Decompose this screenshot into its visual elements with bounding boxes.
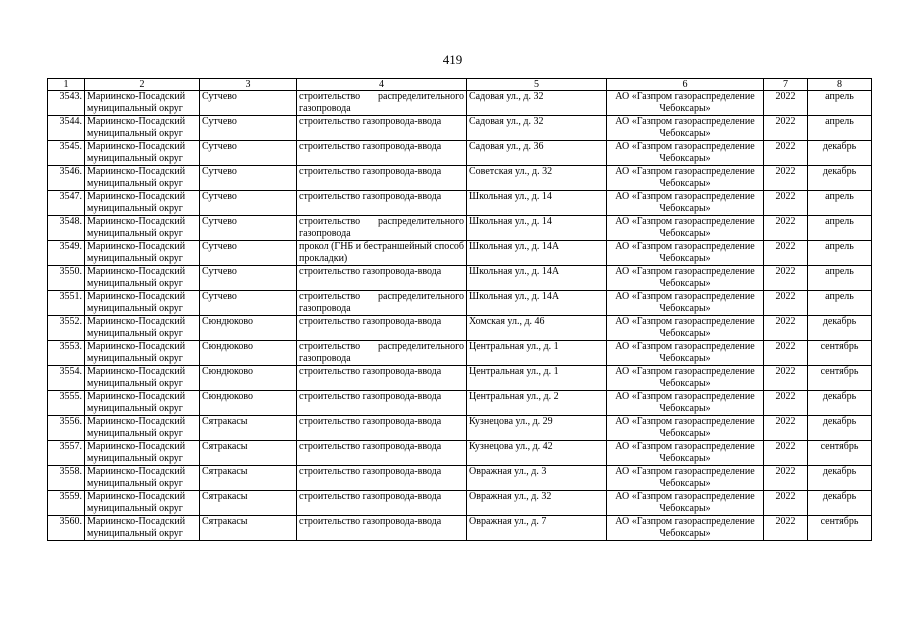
work-type-cell: строительство распределительного газопровода — [297, 91, 467, 116]
address-cell: Овражная ул., д. 7 — [467, 516, 607, 541]
work-type-cell: прокол (ГНБ и бестраншейный способ прокладки) — [297, 241, 467, 266]
district-cell: Мариинско-Посадский муниципальный округ — [85, 266, 200, 291]
year-cell: 2022 — [764, 516, 808, 541]
gasification-table — [47, 78, 872, 541]
month-cell: декабрь — [808, 416, 872, 441]
work-type-cell: строительство газопровода-ввода — [297, 441, 467, 466]
row-number-cell: 3557. — [48, 441, 85, 466]
district-cell: Мариинско-Посадский муниципальный округ — [85, 116, 200, 141]
column-header: 5 — [467, 79, 607, 91]
year-cell: 2022 — [764, 341, 808, 366]
month-cell: декабрь — [808, 316, 872, 341]
organization-cell: АО «Газпром газораспределение Чебоксары» — [607, 316, 764, 341]
settlement-cell: Сятракасы — [200, 441, 297, 466]
month-cell: апрель — [808, 216, 872, 241]
year-cell: 2022 — [764, 141, 808, 166]
district-cell: Мариинско-Посадский муниципальный округ — [85, 316, 200, 341]
month-cell: апрель — [808, 116, 872, 141]
organization-cell: АО «Газпром газораспределение Чебоксары» — [607, 116, 764, 141]
year-cell: 2022 — [764, 216, 808, 241]
address-cell: Кузнецова ул., д. 29 — [467, 416, 607, 441]
year-cell: 2022 — [764, 166, 808, 191]
year-cell: 2022 — [764, 191, 808, 216]
row-number-cell: 3553. — [48, 341, 85, 366]
table-row — [48, 416, 872, 441]
year-cell: 2022 — [764, 91, 808, 116]
work-type-cell: строительство газопровода-ввода — [297, 416, 467, 441]
year-cell: 2022 — [764, 241, 808, 266]
settlement-cell: Сутчево — [200, 191, 297, 216]
row-number-cell: 3544. — [48, 116, 85, 141]
month-cell: апрель — [808, 266, 872, 291]
district-cell: Мариинско-Посадский муниципальный округ — [85, 391, 200, 416]
year-cell: 2022 — [764, 441, 808, 466]
organization-cell: АО «Газпром газораспределение Чебоксары» — [607, 441, 764, 466]
year-cell: 2022 — [764, 316, 808, 341]
work-type-cell: строительство газопровода-ввода — [297, 191, 467, 216]
district-cell: Мариинско-Посадский муниципальный округ — [85, 291, 200, 316]
table-row — [48, 316, 872, 341]
row-number-cell: 3554. — [48, 366, 85, 391]
address-cell: Садовая ул., д. 32 — [467, 91, 607, 116]
month-cell: декабрь — [808, 141, 872, 166]
table-row — [48, 491, 872, 516]
district-cell: Мариинско-Посадский муниципальный округ — [85, 366, 200, 391]
column-header: 8 — [808, 79, 872, 91]
district-cell: Мариинско-Посадский муниципальный округ — [85, 191, 200, 216]
table-row — [48, 191, 872, 216]
address-cell: Садовая ул., д. 36 — [467, 141, 607, 166]
settlement-cell: Сутчево — [200, 166, 297, 191]
work-type-cell: строительство газопровода-ввода — [297, 516, 467, 541]
row-number-cell: 3556. — [48, 416, 85, 441]
settlement-cell: Сутчево — [200, 216, 297, 241]
work-type-cell: строительство газопровода-ввода — [297, 316, 467, 341]
table-row — [48, 241, 872, 266]
month-cell: декабрь — [808, 491, 872, 516]
work-type-cell: строительство распределительного газопровода — [297, 341, 467, 366]
address-cell: Школьная ул., д. 14 — [467, 216, 607, 241]
year-cell: 2022 — [764, 266, 808, 291]
district-cell: Мариинско-Посадский муниципальный округ — [85, 341, 200, 366]
work-type-cell: строительство газопровода-ввода — [297, 116, 467, 141]
year-cell: 2022 — [764, 366, 808, 391]
work-type-cell: строительство газопровода-ввода — [297, 491, 467, 516]
month-cell: декабрь — [808, 166, 872, 191]
table-row — [48, 441, 872, 466]
row-number-cell: 3547. — [48, 191, 85, 216]
address-cell: Школьная ул., д. 14А — [467, 241, 607, 266]
work-type-cell: строительство распределительного газопровода — [297, 216, 467, 241]
table-row — [48, 366, 872, 391]
row-number-cell: 3552. — [48, 316, 85, 341]
organization-cell: АО «Газпром газораспределение Чебоксары» — [607, 391, 764, 416]
address-cell: Школьная ул., д. 14 — [467, 191, 607, 216]
page-number: 419 — [442, 52, 463, 67]
organization-cell: АО «Газпром газораспределение Чебоксары» — [607, 291, 764, 316]
work-type-cell: строительство газопровода-ввода — [297, 466, 467, 491]
organization-cell: АО «Газпром газораспределение Чебоксары» — [607, 466, 764, 491]
work-type-cell: строительство распределительного газопровода — [297, 291, 467, 316]
table-row — [48, 166, 872, 191]
settlement-cell: Сятракасы — [200, 516, 297, 541]
address-cell: Овражная ул., д. 32 — [467, 491, 607, 516]
organization-cell: АО «Газпром газораспределение Чебоксары» — [607, 141, 764, 166]
work-type-cell: строительство газопровода-ввода — [297, 166, 467, 191]
month-cell: сентябрь — [808, 341, 872, 366]
row-number-cell: 3558. — [48, 466, 85, 491]
year-cell: 2022 — [764, 391, 808, 416]
work-type-cell: строительство газопровода-ввода — [297, 391, 467, 416]
district-cell: Мариинско-Посадский муниципальный округ — [85, 166, 200, 191]
row-number-cell: 3548. — [48, 216, 85, 241]
address-cell: Школьная ул., д. 14А — [467, 266, 607, 291]
organization-cell: АО «Газпром газораспределение Чебоксары» — [607, 341, 764, 366]
row-number-cell: 3551. — [48, 291, 85, 316]
year-cell: 2022 — [764, 291, 808, 316]
settlement-cell: Сюндюково — [200, 341, 297, 366]
month-cell: сентябрь — [808, 441, 872, 466]
table-row — [48, 516, 872, 541]
settlement-cell: Сутчево — [200, 141, 297, 166]
organization-cell: АО «Газпром газораспределение Чебоксары» — [607, 266, 764, 291]
table-row — [48, 141, 872, 166]
table-row — [48, 216, 872, 241]
row-number-cell: 3550. — [48, 266, 85, 291]
row-number-cell: 3545. — [48, 141, 85, 166]
column-header: 4 — [297, 79, 467, 91]
settlement-cell: Сутчево — [200, 91, 297, 116]
table-row — [48, 341, 872, 366]
row-number-cell: 3560. — [48, 516, 85, 541]
settlement-cell: Сутчево — [200, 116, 297, 141]
table-row — [48, 391, 872, 416]
address-cell: Хомская ул., д. 46 — [467, 316, 607, 341]
column-header: 6 — [607, 79, 764, 91]
year-cell: 2022 — [764, 116, 808, 141]
column-number-row — [48, 79, 872, 91]
organization-cell: АО «Газпром газораспределение Чебоксары» — [607, 91, 764, 116]
settlement-cell: Сутчево — [200, 291, 297, 316]
settlement-cell: Сюндюково — [200, 366, 297, 391]
district-cell: Мариинско-Посадский муниципальный округ — [85, 141, 200, 166]
year-cell: 2022 — [764, 416, 808, 441]
month-cell: декабрь — [808, 466, 872, 491]
month-cell: сентябрь — [808, 366, 872, 391]
row-number-cell: 3543. — [48, 91, 85, 116]
month-cell: апрель — [808, 291, 872, 316]
table-row — [48, 91, 872, 116]
district-cell: Мариинско-Посадский муниципальный округ — [85, 441, 200, 466]
organization-cell: АО «Газпром газораспределение Чебоксары» — [607, 516, 764, 541]
month-cell: сентябрь — [808, 516, 872, 541]
district-cell: Мариинско-Посадский муниципальный округ — [85, 91, 200, 116]
row-number-cell: 3546. — [48, 166, 85, 191]
district-cell: Мариинско-Посадский муниципальный округ — [85, 516, 200, 541]
address-cell: Садовая ул., д. 32 — [467, 116, 607, 141]
column-header: 2 — [85, 79, 200, 91]
table-row — [48, 466, 872, 491]
column-header: 3 — [200, 79, 297, 91]
organization-cell: АО «Газпром газораспределение Чебоксары» — [607, 216, 764, 241]
district-cell: Мариинско-Посадский муниципальный округ — [85, 416, 200, 441]
address-cell: Центральная ул., д. 2 — [467, 391, 607, 416]
month-cell: апрель — [808, 241, 872, 266]
table-row — [48, 266, 872, 291]
address-cell: Центральная ул., д. 1 — [467, 366, 607, 391]
organization-cell: АО «Газпром газораспределение Чебоксары» — [607, 241, 764, 266]
work-type-cell: строительство газопровода-ввода — [297, 366, 467, 391]
organization-cell: АО «Газпром газораспределение Чебоксары» — [607, 366, 764, 391]
column-header: 1 — [48, 79, 85, 91]
district-cell: Мариинско-Посадский муниципальный округ — [85, 466, 200, 491]
work-type-cell: строительство газопровода-ввода — [297, 266, 467, 291]
settlement-cell: Сутчево — [200, 266, 297, 291]
district-cell: Мариинско-Посадский муниципальный округ — [85, 491, 200, 516]
settlement-cell: Сюндюково — [200, 391, 297, 416]
year-cell: 2022 — [764, 491, 808, 516]
row-number-cell: 3549. — [48, 241, 85, 266]
year-cell: 2022 — [764, 466, 808, 491]
settlement-cell: Сятракасы — [200, 466, 297, 491]
settlement-cell: Сюндюково — [200, 316, 297, 341]
organization-cell: АО «Газпром газораспределение Чебоксары» — [607, 191, 764, 216]
month-cell: апрель — [808, 91, 872, 116]
district-cell: Мариинско-Посадский муниципальный округ — [85, 241, 200, 266]
organization-cell: АО «Газпром газораспределение Чебоксары» — [607, 166, 764, 191]
work-type-cell: строительство газопровода-ввода — [297, 141, 467, 166]
month-cell: декабрь — [808, 391, 872, 416]
settlement-cell: Сятракасы — [200, 416, 297, 441]
organization-cell: АО «Газпром газораспределение Чебоксары» — [607, 416, 764, 441]
organization-cell: АО «Газпром газораспределение Чебоксары» — [607, 491, 764, 516]
address-cell: Овражная ул., д. 3 — [467, 466, 607, 491]
address-cell: Советская ул., д. 32 — [467, 166, 607, 191]
column-header: 7 — [764, 79, 808, 91]
district-cell: Мариинско-Посадский муниципальный округ — [85, 216, 200, 241]
table-row — [48, 116, 872, 141]
settlement-cell: Сятракасы — [200, 491, 297, 516]
address-cell: Центральная ул., д. 1 — [467, 341, 607, 366]
month-cell: апрель — [808, 191, 872, 216]
settlement-cell: Сутчево — [200, 241, 297, 266]
address-cell: Кузнецова ул., д. 42 — [467, 441, 607, 466]
row-number-cell: 3559. — [48, 491, 85, 516]
address-cell: Школьная ул., д. 14А — [467, 291, 607, 316]
table-row — [48, 291, 872, 316]
row-number-cell: 3555. — [48, 391, 85, 416]
